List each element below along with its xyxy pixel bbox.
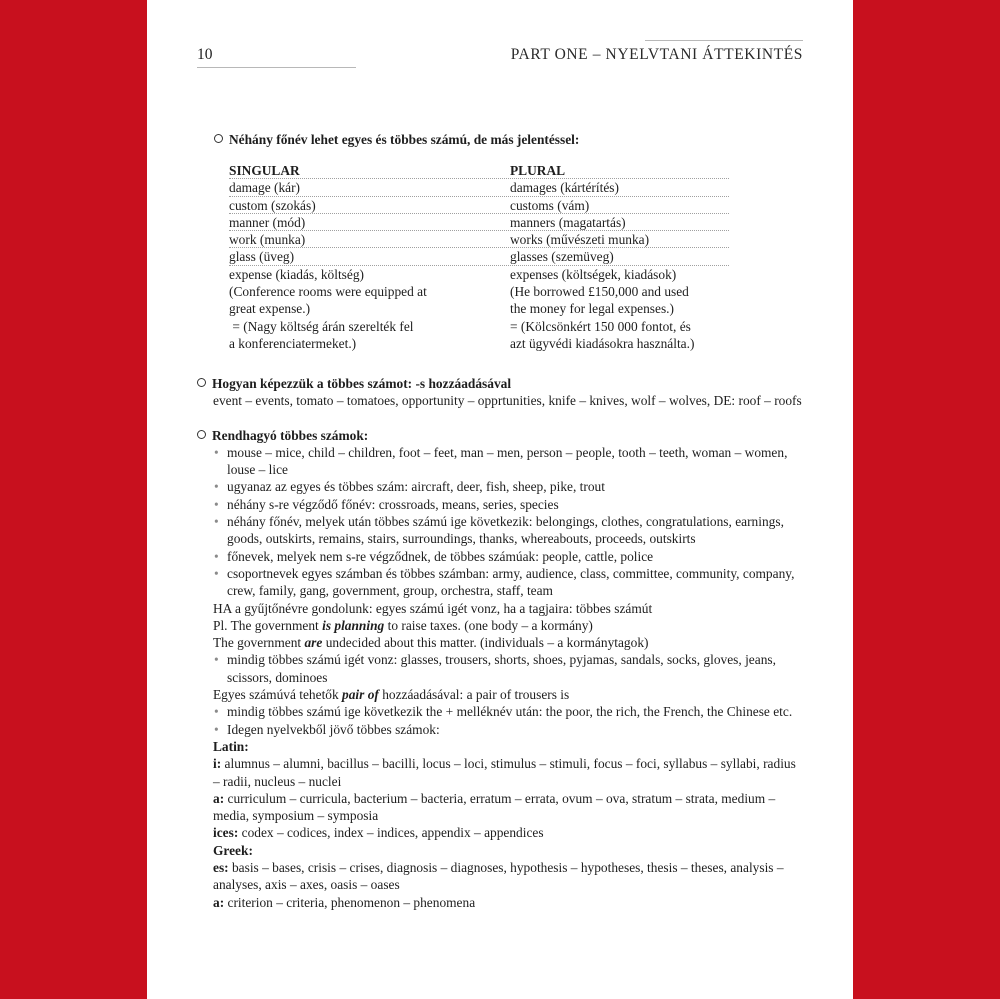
emphasis: is planning [322,617,385,633]
bullet-icon: • [214,652,219,668]
plural-cell: customs (vám) [510,197,590,213]
bullet-icon: • [214,704,219,720]
paragraph: Egyes számúvá tehetők pair of hozzáadásával: a pair of trousers is [213,687,570,703]
table-row [229,248,729,265]
bullet-icon: • [214,548,219,564]
circle-icon [214,134,223,143]
example-row [229,318,729,335]
bullet-icon: • [214,514,219,530]
bullet-icon: • [214,565,219,581]
bullet-icon: • [214,479,219,495]
foreign-plural-row: es: basis – bases, crisis – crises, diagnosis – diagnoses, hypothesis – hypotheses, thesis – theses, analysis – analyses, axis – axes, oasis – oases [213,860,784,893]
circle-icon [197,378,206,387]
list-item: • mouse – mice, child – children, foot – feet, man – men, person – people, tooth – teeth, woman – women, louse – lice [214,444,788,478]
bullet-icon: • [214,444,219,460]
list-item: • néhány s-re végződő főnév: crossroads, means, series, species [214,496,559,512]
foreign-plural-row: a: curriculum – curricula, bacterium – bacteria, erratum – errata, ovum – ova, stratum – strata, medium – media, symposium – symposia [213,790,776,824]
plural-cell: works (művészeti munka) [510,232,650,248]
plural-cell: glasses (szemüveg) [510,249,614,265]
plural-cell: manners (magatartás) [510,214,626,230]
foreign-plural-row: ices: codex – codices, index – indices, appendix – appendices [213,825,544,841]
table-row [229,214,729,231]
list-item: • Idegen nyelvekből jövő többes számok: [214,721,440,737]
singular-cell: glass (üveg) [229,249,295,265]
section-plural-formation [197,375,802,410]
example-row [229,335,729,352]
running-title: PART ONE – NYELVTANI ÁTTEKINTÉS [510,46,803,63]
example-singular: = (Nagy költség árán szerelték fel [229,318,414,334]
list-item: • csoportnevek egyes számban és többes számban: army, audience, class, committee, community, company, crew, family, gang, government, group, orchestra, staff, team [214,565,795,599]
singular-cell: work (munka) [229,232,306,248]
example-plural: the money for legal expenses.) [510,301,674,317]
table-header-row [229,162,729,179]
list-item: • ugyanaz az egyes és többes szám: aircraft, deer, fish, sheep, pike, trout [214,479,605,495]
subheading-greek: Greek: [213,842,253,858]
singular-plural-table [229,162,729,352]
emphasis: are [304,635,323,651]
bullet-icon: • [214,721,219,737]
subheading-latin: Latin: [213,738,249,754]
section-irregular-plurals [197,427,802,911]
singular-cell: expense (kiadás, költség) [229,266,364,282]
paragraph: HA a gyűjtőnévre gondolunk: egyes számú igét vonz, ha a tagjaira: többes számút [213,600,653,616]
table-row [229,266,729,283]
example-plural: azt ügyvédi kiadásokra használta.) [510,335,695,351]
singular-cell: manner (mód) [229,214,306,230]
table-row [229,179,729,196]
section-heading: Néhány főnév lehet egyes és többes számú, de más jelentéssel: [214,132,684,148]
list-item: • néhány főnév, melyek után többes számú ige következik: belongings, clothes, congratulations, earnings, goods, outskirts, remains, stairs, surroundings, thanks, whereabouts, proceeds, outskirts [214,514,784,547]
example-singular: great expense.) [229,301,311,317]
example-row [229,283,729,300]
example-sentence: Pl. The government is planning to raise taxes. (one body – a kormány) [213,617,593,633]
plural-cell: expenses (költségek, kiadások) [510,266,677,282]
plural-column-header: PLURAL [510,163,566,178]
page-number: 10 [197,46,213,63]
page-number-rule [197,67,356,68]
singular-cell: custom (szokás) [229,197,316,213]
foreign-plural-row: i: alumnus – alumni, bacillus – bacilli, locus – loci, stimulus – stimuli, focus – foci, syllabus – syllabi, radius – radii, nucleus – nuclei [213,756,796,789]
emphasis: pair of [342,687,379,703]
list-item: • főnevek, melyek nem s-re végződnek, de többes számúak: people, cattle, police [214,548,654,564]
book-page [147,0,853,999]
running-title-rule [645,40,803,41]
example-singular: a konferenciatermeket.) [229,335,357,351]
example-row [229,300,729,317]
bullet-icon: • [214,496,219,512]
example-plural: = (Kölcsönkért 150 000 fontot, és [510,318,691,334]
example-singular: (Conference rooms were equipped at [229,284,427,300]
main-content [197,375,802,928]
example-plural: (He borrowed £150,000 and used [510,284,689,300]
section-text: event – events, tomato – tomatoes, opportunity – opprtunities, knife – knives, wolf – wolves, DE: roof – roofs [213,393,802,409]
table-row [229,197,729,214]
foreign-plural-row: a: criterion – criteria, phenomenon – phenomena [213,894,476,910]
section-heading: Rendhagyó többes számok: [197,427,802,444]
circle-icon [197,430,206,439]
singular-column-header: SINGULAR [229,163,300,178]
table-row [229,231,729,248]
section-heading: Hogyan képezzük a többes számot: -s hozzáadásával [197,375,802,392]
list-item: • mindig többes számú ige következik the + melléknév után: the poor, the rich, the French, the Chinese etc. [214,704,793,720]
list-item: • mindig többes számú igét vonz: glasses, trousers, shorts, shoes, pyjamas, sandals, socks, gloves, jeans, scissors, dominoes [214,652,776,685]
singular-cell: damage (kár) [229,180,301,196]
section-meaning-change [214,132,695,352]
plural-cell: damages (kártérítés) [510,180,619,196]
example-sentence: The government are undecided about this matter. (individuals – a kormánytagok) [213,635,649,651]
